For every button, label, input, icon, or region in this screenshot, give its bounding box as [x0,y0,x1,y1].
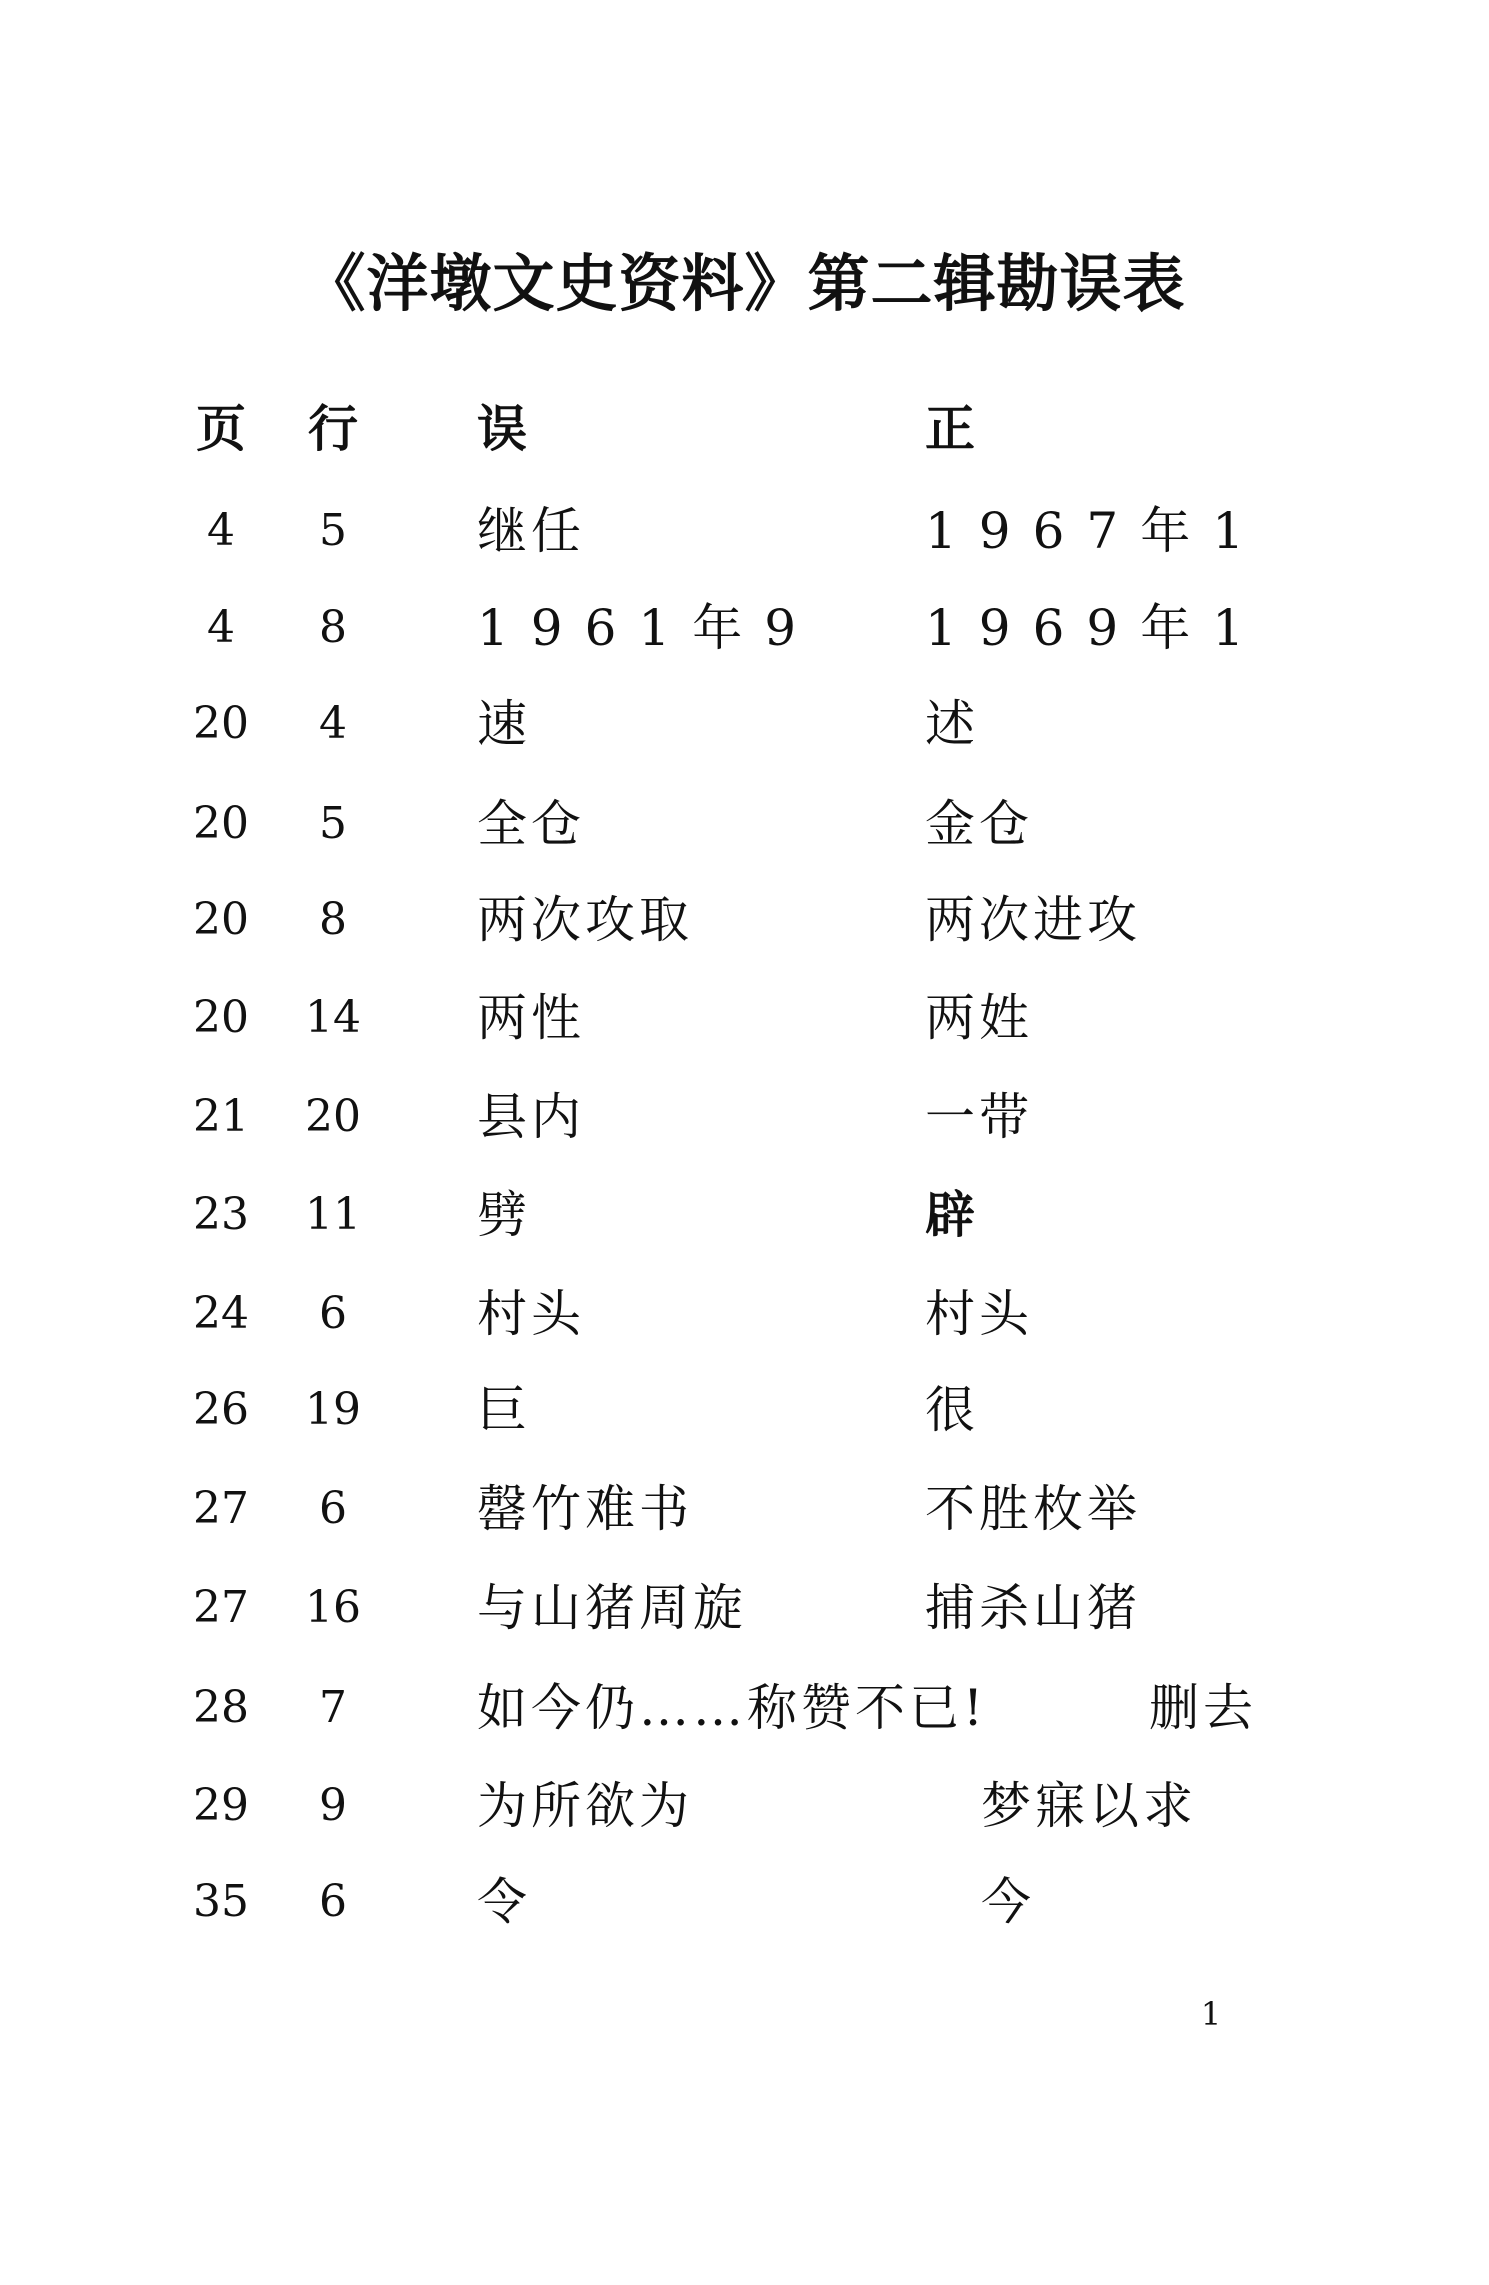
header-wrong: 误 [477,399,531,458]
right-cell: 今 [981,1873,1035,1931]
table-row [0,694,1489,754]
right-cell: 村头 [925,1285,1033,1343]
page-cell: 23 [193,1189,249,1240]
line-cell: 4 [319,698,347,749]
line-cell: 19 [305,1384,361,1435]
line-cell: 6 [319,1876,347,1927]
wrong-cell: 劈 [477,1186,531,1244]
wrong-cell: 两性 [477,989,585,1047]
line-cell: 8 [319,894,347,945]
wrong-cell: 巨 [477,1381,531,1439]
page-title: 《洋墩文史资料》第二辑勘误表 [303,247,1186,320]
header-right: 正 [925,399,979,458]
page-cell: 21 [193,1091,249,1142]
page-number: 1 [1200,1995,1222,2033]
wrong-cell: 继任 [477,502,585,560]
line-cell: 5 [319,505,347,556]
wrong-cell: 令 [477,1873,531,1931]
table-row [0,1678,1489,1738]
page-cell: 26 [193,1384,249,1435]
table-row [0,1284,1489,1344]
table-row [0,1578,1489,1638]
page-cell: 27 [193,1582,249,1633]
right-cell: 1969年1 [925,599,1267,657]
right-cell: 一带 [925,1088,1033,1146]
wrong-cell: 与山猪周旋 [477,1579,747,1637]
table-row [0,1872,1489,1932]
table-row [0,501,1489,561]
header-line: 行 [308,399,358,458]
right-cell: 捕杀山猪 [925,1579,1141,1637]
line-cell: 6 [319,1288,347,1339]
line-cell: 16 [305,1582,361,1633]
right-cell: 不胜枚举 [925,1480,1141,1538]
line-cell: 9 [319,1780,347,1831]
table-row [0,1185,1489,1245]
page-cell: 27 [193,1483,249,1534]
wrong-cell: 两次攻取 [477,891,693,949]
page-cell: 20 [193,798,249,849]
right-cell: 两姓 [925,989,1033,1047]
right-cell: 两次进攻 [925,891,1141,949]
page-cell: 28 [193,1682,249,1733]
wrong-cell: 1961年9 [477,599,819,657]
table-row [0,988,1489,1048]
wrong-cell: 速 [477,695,531,753]
page-cell: 20 [193,894,249,945]
page-cell: 29 [193,1780,249,1831]
wrong-cell: 罄竹难书 [477,1480,693,1538]
table-row [0,598,1489,658]
wrong-cell: 如今仍……称赞不已! [477,1679,988,1737]
wrong-cell: 全仓 [477,795,585,853]
page-cell: 4 [207,602,235,653]
page-cell: 4 [207,505,235,556]
line-cell: 20 [305,1091,361,1142]
right-cell: 述 [925,695,979,753]
right-cell: 辟 [925,1185,979,1244]
table-row [0,1380,1489,1440]
right-cell: 金仓 [925,795,1033,853]
line-cell: 5 [319,798,347,849]
page-cell: 20 [193,698,249,749]
right-cell: 很 [925,1381,979,1439]
line-cell: 14 [305,992,361,1043]
wrong-cell: 县内 [477,1088,585,1146]
line-cell: 11 [305,1189,361,1240]
page-cell: 24 [193,1288,249,1339]
line-cell: 6 [319,1483,347,1534]
right-cell: 删去 [1149,1679,1257,1737]
table-row [0,890,1489,950]
wrong-cell: 村头 [477,1285,585,1343]
table-row [0,1776,1489,1836]
page-cell: 35 [193,1876,249,1927]
line-cell: 7 [319,1682,347,1733]
right-cell: 梦寐以求 [981,1777,1197,1835]
page-cell: 20 [193,992,249,1043]
table-row [0,1087,1489,1147]
table-row [0,1479,1489,1539]
table-row [0,794,1489,854]
header-page: 页 [196,399,246,458]
table-header [0,399,1489,459]
right-cell: 1967年1 [925,502,1267,560]
wrong-cell: 为所欲为 [477,1777,693,1835]
line-cell: 8 [319,602,347,653]
